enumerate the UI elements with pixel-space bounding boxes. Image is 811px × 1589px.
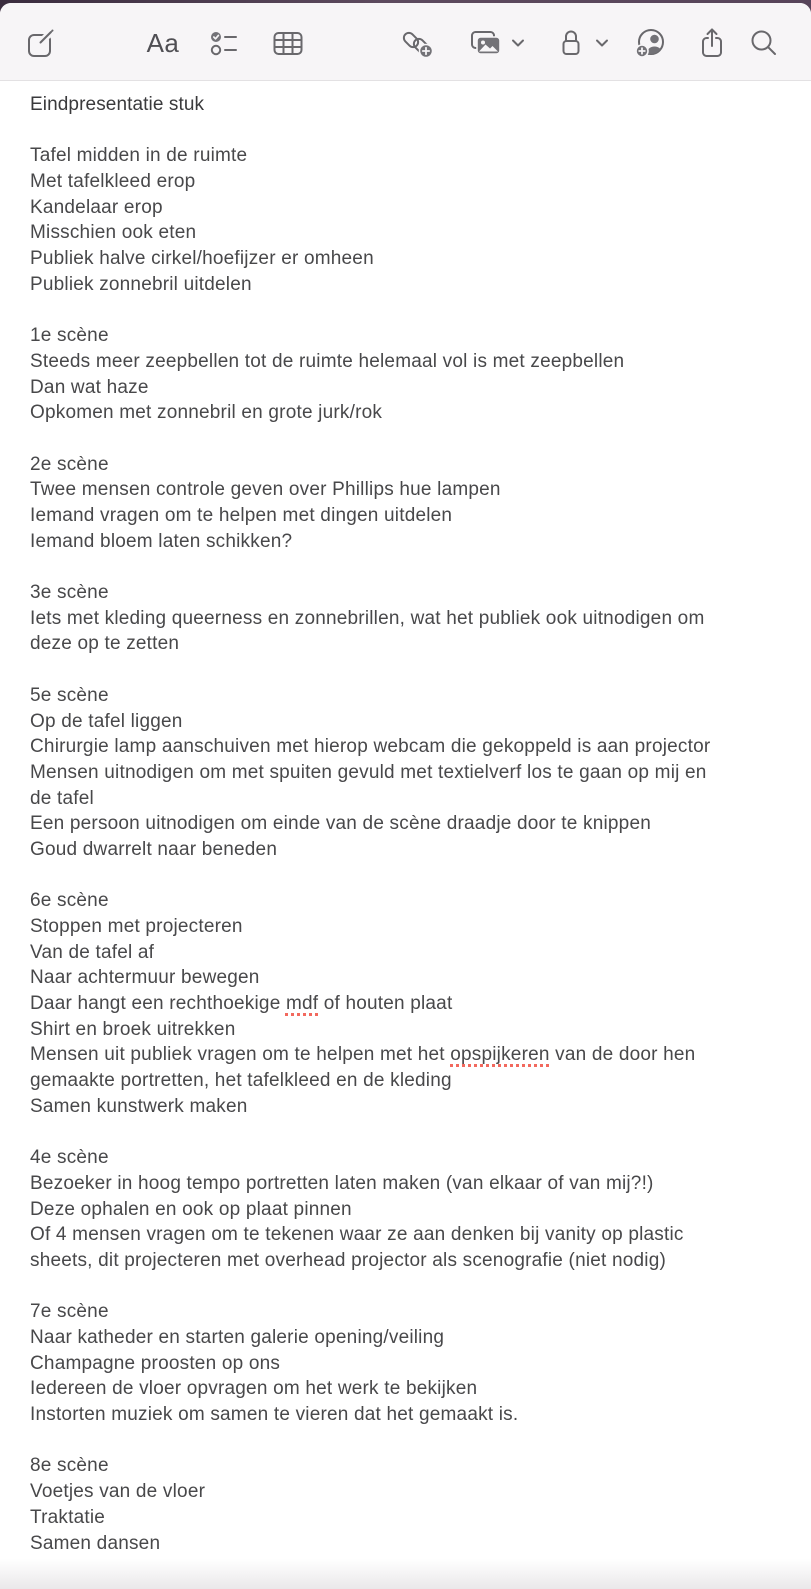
format-aa-label: Aa [146, 28, 180, 58]
note-text-line: Publiek zonnebril uitdelen [30, 273, 252, 295]
notes-toolbar [0, 3, 811, 81]
note-text-line: Tafel midden in de ruimte [30, 145, 248, 167]
note-text-line: Champagne proosten op ons [30, 1352, 281, 1374]
blank-line [30, 298, 781, 324]
note-text-line: 6e scène [30, 890, 109, 912]
table-icon [271, 27, 305, 59]
note-text-line: Op de tafel liggen [30, 710, 183, 732]
note-text-line [30, 1042, 781, 1068]
lock-chevron-button[interactable] [593, 36, 611, 50]
lock-button[interactable] [551, 24, 591, 62]
lock-icon [556, 27, 586, 59]
blank-line [30, 657, 781, 683]
note-text-line: 4e scène [30, 1147, 109, 1169]
note-text-line: deze op te zetten [30, 633, 180, 655]
text-segment: van de door hen [549, 1044, 696, 1066]
share-button[interactable] [692, 24, 732, 62]
checklist-icon [207, 27, 241, 59]
note-text-line: Opkomen met zonnebril en grote jurk/rok [30, 402, 383, 424]
note-text-line: 5e scène [30, 684, 109, 706]
note-text-line: Van de tafel af [30, 941, 155, 963]
note-text-line: Misschien ook eten [30, 222, 197, 244]
note-title: Eindpresentatie stuk [30, 94, 205, 115]
note-text-line: Iedereen de vloer opvragen om het werk te bekijken [30, 1378, 478, 1400]
note-text-line: Iets met kleding queerness en zonnebrillen, wat het publiek ook uitnodigen om [30, 607, 705, 629]
note-text-line: Steeds meer zeepbellen tot de ruimte helemaal vol is met zeepbellen [30, 350, 625, 372]
format-button[interactable] [143, 24, 183, 62]
note-text-line: Kandelaar erop [30, 196, 163, 218]
note-text-line: Publiek halve cirkel/hoefijzer er omheen [30, 248, 374, 270]
note-text-line: Shirt en broek uitrekken [30, 1018, 236, 1040]
new-note-button[interactable] [19, 24, 59, 62]
bottom-fade [0, 1559, 811, 1589]
note-text-line: Twee mensen controle geven over Phillips hue lampen [30, 479, 501, 501]
note-text-line [30, 991, 781, 1017]
note-text-line: Naar achtermuur bewegen [30, 967, 260, 989]
note-text-line: Iemand vragen om te helpen met dingen uitdelen [30, 505, 453, 526]
note-text-line: Goud dwarrelt naar beneden [30, 838, 278, 860]
blank-line [30, 1120, 781, 1146]
note-editor[interactable] [0, 81, 811, 1556]
compose-icon [23, 27, 55, 59]
notes-window [0, 3, 811, 1589]
note-text-line: Dan wat haze [30, 376, 149, 398]
table-button[interactable] [268, 24, 308, 62]
note-text-line: Instorten muziek om samen te vieren dat het gemaakt is. [30, 1404, 519, 1426]
note-text-line: 8e scène [30, 1455, 109, 1477]
search-icon [748, 27, 780, 59]
note-text-line: Chirurgie lamp aanschuiven met hierop webcam die gekoppeld is aan projector [30, 736, 711, 758]
blank-line [30, 1428, 781, 1454]
blank-line [30, 1274, 781, 1300]
note-text-line: Mensen uitnodigen om met spuiten gevuld met textielverf los te gaan op mij en [30, 761, 707, 783]
media-chevron-button[interactable] [509, 36, 527, 50]
note-text-line: Iemand bloem laten schikken? [30, 530, 293, 552]
chevron-down-icon [595, 36, 609, 51]
note-text-line: 7e scène [30, 1301, 109, 1323]
blank-line [30, 863, 781, 889]
note-text-line: Deze ophalen en ook op plaat pinnen [30, 1198, 352, 1220]
note-text-line: Bezoeker in hoog tempo portretten laten maken (van elkaar of van mij?!) [30, 1172, 654, 1194]
note-text-line: Een persoon uitnodigen om einde van de scène draadje door te knippen [30, 813, 651, 835]
note-text-line: Samen kunstwerk maken [30, 1095, 248, 1117]
text-segment: of houten plaat [318, 993, 453, 1015]
note-text-line: 2e scène [30, 453, 109, 475]
note-text-line: 1e scène [30, 325, 109, 347]
add-person-icon [632, 26, 668, 60]
note-text-line: Of 4 mensen vragen om te tekenen waar ze aan denken bij vanity op plastic [30, 1224, 684, 1246]
note-text-line: de tafel [30, 787, 94, 809]
misspelled-word: mdf [285, 993, 319, 1015]
share-icon [697, 26, 727, 60]
misspelled-word: opspijkeren [450, 1044, 550, 1066]
note-text-line: Traktatie [30, 1506, 106, 1528]
blank-line [30, 426, 781, 452]
text-segment: Daar hangt een rechthoekige [30, 993, 286, 1015]
chevron-down-icon [511, 36, 525, 51]
note-text-line: gemaakte portretten, het tafelkleed en de kleding [30, 1070, 452, 1092]
media-button[interactable] [466, 24, 506, 62]
note-text-line: Naar katheder en starten galerie opening/veiling [30, 1327, 445, 1348]
checklist-button[interactable] [204, 24, 244, 62]
add-link-icon [402, 26, 438, 60]
text-segment: Mensen uit publiek vragen om te helpen met het [30, 1044, 451, 1066]
search-button[interactable] [744, 24, 784, 62]
blank-line [30, 554, 781, 580]
note-text-line: Stoppen met projecteren [30, 916, 243, 937]
note-text-line: 3e scène [30, 582, 109, 604]
blank-line [30, 118, 781, 144]
note-text-line: Met tafelkleed erop [30, 171, 196, 193]
photos-icon [468, 26, 504, 60]
collaborate-button[interactable] [630, 24, 670, 62]
note-text-line: Samen dansen [30, 1532, 161, 1554]
add-link-button[interactable] [400, 24, 440, 62]
note-text-line: sheets, dit projecteren met overhead projector als scenografie (niet nodig) [30, 1249, 667, 1271]
note-text-line: Voetjes van de vloer [30, 1481, 206, 1503]
